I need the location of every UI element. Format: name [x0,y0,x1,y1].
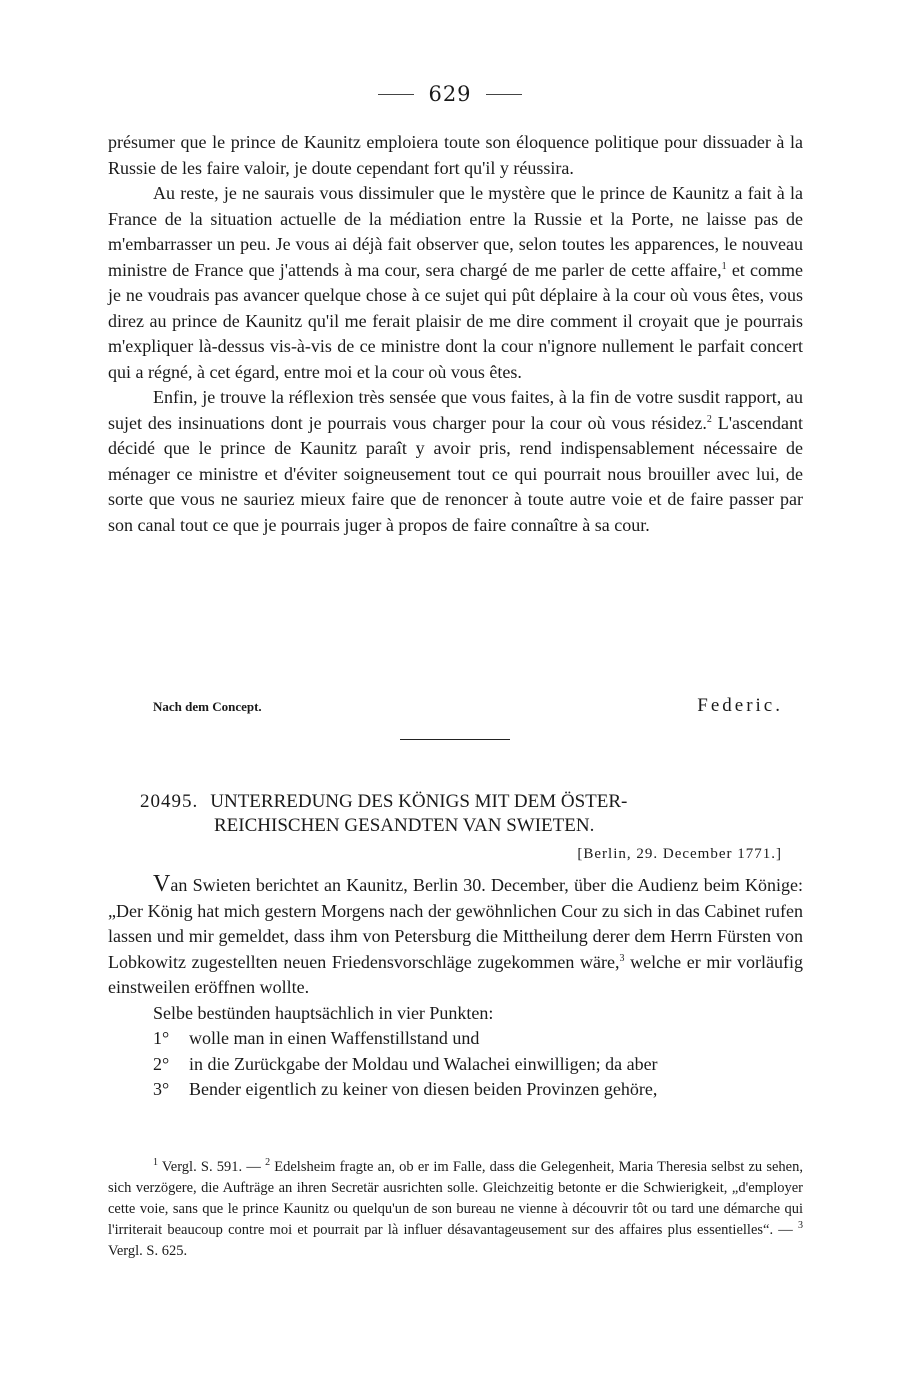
report-paragraph-1-text-b: welche er mir vorläufig einstweilen eröffnen wollte. [108,951,803,997]
list-marker: 2° [153,1053,170,1074]
letter-paragraph-3 [108,385,803,538]
report-paragraph-1-text-a: an Swieten berichtet an Kaunitz, Berlin 30. December, über die Audienz beim Könige: „Der König hat mich gestern Morgens nach der gewöhnlichen Cour zu sich in das Cabinet rufen lassen und mir gemeldet, dass ihm von Petersburg die Mittheilung derer dem Herrn Fürsten von Lobkowitz zugestellten neuen Friedensvorschläge zugekommen wäre, [108,875,803,972]
document-number: 20495. [140,791,199,812]
footnote-mark-2: 2 [265,1157,271,1169]
list-item [108,1052,803,1078]
header-rule-right [486,94,522,95]
letter-closing [153,695,783,717]
footnote-text-1: Vergl. S. 591. — [158,1159,266,1175]
footnote-ref-3: 3 [619,952,625,964]
footnote-ref-2: 2 [706,413,712,425]
report-body [108,872,803,1103]
footnote-mark-3: 3 [798,1220,803,1232]
page-header [0,82,900,106]
report-paragraph-2: Selbe bestünden hauptsächlich in vier Punkten: [153,1002,494,1023]
footnotes [108,1157,803,1262]
signature: Federic. [697,695,783,716]
list-marker: 3° [153,1079,170,1099]
list-item [108,1077,803,1103]
list-marker: 1° [153,1028,170,1048]
footnote-ref-1: 1 [721,260,727,272]
footnote-text-3: Vergl. S. 625. [108,1243,188,1259]
footnote-text-2: Edelsheim fragte an, ob er im Falle, dass die Gelegenheit, Maria Theresia selbst zu sehen, sich verzögere, die Aufträge an ihren Secretär ausrichten solle. Gleichzeitig betonte er die Schwierigkeit, „d'employer cette voie, sans que le prince Kaunitz ou quelqu'un de son bureau ne vienne à découvrir tôt ou tard une démarche qui l'irriterait beaucoup contre moi et pourrait par là influer désavantageusement sur des affaires plus essentielles“. — [108,1159,803,1238]
list-item-text: in die Zurückgabe der Moldau und Walachei einwilligen; da aber [189,1053,658,1074]
letter-paragraph-3-text-b: L'ascendant décidé que le prince de Kaunitz paraît y avoir pris, rend indispensablement nécessaire de ménager ce ministre et d'éviter soigneusement tout ce qui pourrait nous brouiller avec lui, de sorte que vous ne sauriez mieux faire que de renoncer à toute autre voie et de faire passer par son canal tout ce que je pourrais juger à propos de faire connaître à sa cour. [108,412,804,535]
drop-cap: V [153,871,171,897]
letter-body [108,130,803,538]
dateline: [Berlin, 29. December 1771.] [577,846,782,862]
list-item [108,1026,803,1052]
source-note: Nach dem Concept. [153,699,262,714]
list-item-text: wolle man in einen Waffenstillstand und [189,1028,480,1048]
letter-paragraph-2 [108,181,803,385]
section-divider [400,739,510,740]
footnote-block [108,1157,803,1262]
letter-paragraph-1: présumer que le prince de Kaunitz emploiera toute son éloquence politique pour dissuader à la Russie de les faire valoir, je doute cependant fort qu'il y réussira. [108,132,803,178]
document-heading [140,790,800,838]
header-rule-left [378,94,414,95]
heading-title-line-2: REICHISCHEN GESANDTEN VAN SWIETEN. [214,815,595,836]
list-item-text: Bender eigentlich zu keiner von diesen beiden Provinzen gehöre, [189,1079,658,1099]
report-paragraph-1 [108,872,803,1001]
letter-paragraph-2-text-b: et comme je ne voudrais pas avancer quelque chose à ce sujet qui pût déplaire à la cour où vous êtes, vous direz au prince de Kaunitz qu'il me ferait plaisir de me dire comment il croyait que je pourrais m'expliquer là-dessus vis-à-vis de ce ministre dont la cour n'ignore nullement le parfait concert qui a régné, à cet égard, entre moi et la cour où vous êtes. [108,259,803,382]
letter-paragraph-2-text-a: Au reste, je ne saurais vous dissimuler que le mystère que le prince de Kaunitz a fait à la France de la situation actuelle de la médiation entre la Russie et la Porte, ne laisse pas de m'embarrasser un peu. Je vous ai déjà fait observer que, selon toutes les apparences, le nouveau ministre de France que j'attends à ma cour, sera chargé de me parler de cette affaire, [108,183,803,280]
heading-line-1 [140,790,800,814]
page-number: 629 [428,82,472,106]
heading-title-line-1: UNTERREDUNG DES KÖNIGS MIT DEM ÖSTER- [210,791,628,812]
footnote-mark-1: 1 [153,1157,158,1169]
letter-paragraph-3-text-a: Enfin, je trouve la réflexion très sensée que vous faites, à la fin de votre susdit rapport, au sujet des insinuations dont je pourrais vous charger pour la cour où vous résidez. [108,387,803,433]
